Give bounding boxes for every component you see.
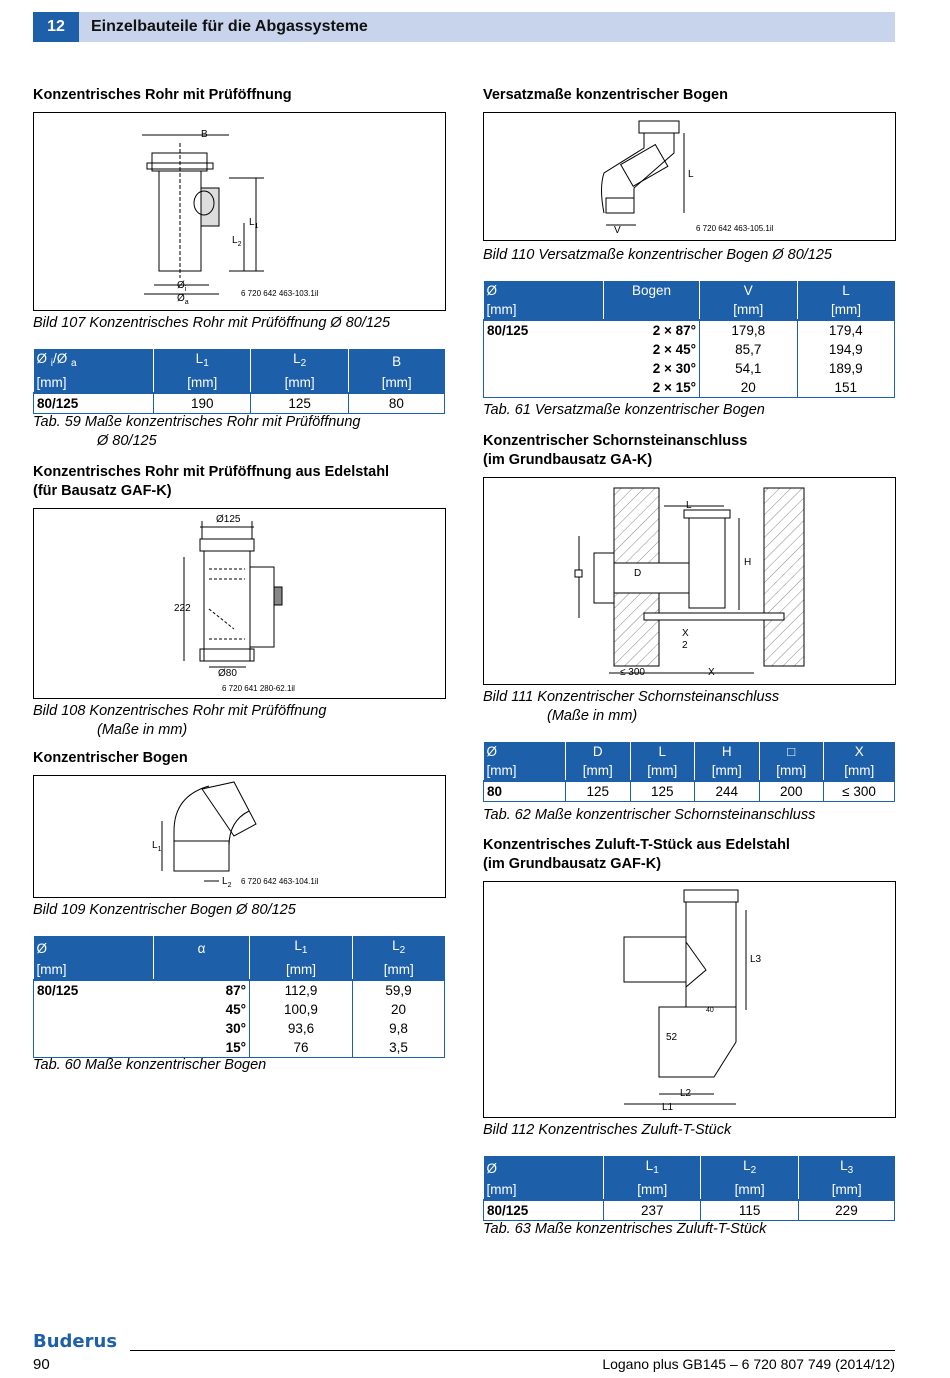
th-unit: [mm] — [154, 373, 251, 393]
label-oa: $Ø_a$ — [177, 293, 189, 306]
caption-111: Bild 111 Konzentrischer Schornsteinanschluss — [483, 689, 780, 705]
label-x2-den: 2 — [682, 640, 688, 651]
th-unit: [mm] — [566, 761, 631, 781]
heading-versatz: Versatzmaße konzentrischer Bogen — [483, 87, 728, 103]
th-unit: [mm] — [251, 373, 348, 393]
drawing-pipe-test-opening — [34, 113, 445, 310]
caption-107: Bild 107 Konzentrisches Rohr mit Prüföffnung Ø 80/125 — [33, 315, 391, 331]
cell: 2 × 15° — [604, 378, 700, 398]
cell: 20 — [352, 1000, 444, 1019]
figure-code: 6 720 642 463-104.1il — [241, 877, 319, 886]
table-row — [34, 393, 445, 414]
figure-111 — [483, 477, 896, 685]
tabcap-60: Tab. 60 Maße konzentrischer Bogen — [33, 1057, 267, 1073]
cell: 125 — [251, 393, 348, 414]
label-l2: $L_2$ — [232, 235, 242, 248]
label-h: H — [744, 557, 752, 568]
heading-pruefoeffnung: Konzentrisches Rohr mit Prüföffnung — [33, 87, 292, 103]
th-unit: [mm] — [484, 300, 604, 320]
table-row — [34, 1038, 445, 1058]
cell: 2 × 45° — [652, 342, 696, 357]
label-v: V — [614, 225, 621, 236]
drawing-air-tee — [484, 882, 895, 1117]
caption-109: Bild 109 Konzentrischer Bogen Ø 80/125 — [33, 902, 296, 918]
cell: 80/125 — [484, 320, 604, 340]
th-diameter: Ø $_i$/Ø $_a$ — [34, 349, 154, 373]
cell: 2 × 87° — [604, 320, 700, 340]
cell: 80 — [348, 393, 444, 414]
th-unit: [mm] — [824, 761, 895, 781]
cell — [484, 359, 604, 378]
th-b: B — [348, 349, 444, 373]
cell: 151 — [797, 378, 895, 398]
cell: 87° — [154, 980, 250, 1000]
th-x: X — [824, 742, 895, 761]
footer-divider — [130, 1350, 895, 1351]
label-d: D — [634, 568, 642, 579]
brand-logo: Buderus — [33, 1331, 118, 1352]
figure-108 — [33, 508, 446, 699]
heading-zuluft-2: (im Grundbausatz GAF-K) — [483, 856, 662, 872]
cell: 2 × 30° — [652, 361, 696, 376]
th-unit: [mm] — [604, 1180, 701, 1200]
label-l2: $L_2$ — [222, 876, 232, 889]
th-unit: [mm] — [34, 960, 154, 980]
heading-edelstahl-2: (für Bausatz GAF-K) — [33, 483, 172, 499]
label-l: L — [686, 500, 692, 511]
caption-108-line2: (Maße in mm) — [97, 722, 188, 738]
cell: 244 — [695, 781, 760, 802]
figure-code: 6 720 642 463-105.1il — [696, 224, 774, 233]
figure-107 — [33, 112, 446, 311]
cell: 20 — [700, 378, 798, 398]
label-x: X — [708, 667, 715, 678]
label-b: B — [201, 129, 208, 140]
cell: 80/125 — [484, 1200, 604, 1221]
cell: 54,1 — [700, 359, 798, 378]
th-unit — [154, 960, 250, 980]
table-row — [484, 781, 895, 802]
label-x2-num: X — [682, 628, 689, 639]
document-reference: Logano plus GB145 – 6 720 807 749 (2014/12) — [602, 1356, 895, 1372]
figure-112 — [483, 881, 896, 1118]
th-alpha: α — [154, 936, 250, 960]
th-diameter: Ø — [484, 281, 604, 300]
th-l2: $L_2$ — [352, 936, 444, 960]
drawing-stainless-pipe — [34, 509, 445, 698]
tabcap-59-line2: Ø 80/125 — [97, 433, 157, 449]
label-l1: $L_1$ — [152, 840, 162, 853]
table-row — [484, 1200, 895, 1221]
square-icon — [575, 570, 582, 577]
label-40: 40 — [706, 1007, 714, 1014]
th-unit: [mm] — [695, 761, 760, 781]
table-62 — [483, 742, 895, 802]
chapter-title: Einzelbauteile für die Abgassysteme — [91, 18, 368, 35]
label-l: L — [688, 169, 694, 180]
chapter-number: 12 — [33, 12, 79, 42]
cell: 179,8 — [700, 320, 798, 340]
drawing-offset-elbow — [484, 113, 895, 240]
caption-111-line2: (Maße in mm) — [547, 708, 638, 724]
label-222: 222 — [174, 603, 191, 614]
cell — [484, 378, 604, 398]
cell: 200 — [759, 781, 824, 802]
th-unit: [mm] — [797, 300, 895, 320]
cell: 125 — [566, 781, 631, 802]
heading-schornstein: Konzentrischer Schornsteinanschluss — [483, 433, 748, 449]
cell: 80/125 — [34, 393, 154, 414]
cell: 93,6 — [250, 1019, 353, 1038]
label-l1: $L_1$ — [249, 217, 259, 230]
cell: 45° — [225, 1002, 246, 1017]
th-unit: [mm] — [348, 373, 444, 393]
th-l1: $L_1$ — [250, 936, 353, 960]
heading-bogen: Konzentrischer Bogen — [33, 750, 188, 766]
cell: 179,4 — [797, 320, 895, 340]
cell — [34, 1019, 154, 1038]
cell: 85,7 — [700, 340, 798, 359]
cell: 76 — [250, 1038, 353, 1058]
figure-109 — [33, 775, 446, 898]
th-unit: [mm] — [700, 300, 798, 320]
figure-code: 6 720 642 463-103.1il — [241, 289, 319, 298]
th-unit: [mm] — [798, 1180, 894, 1200]
th-v: V — [700, 281, 798, 300]
cell: 3,5 — [352, 1038, 444, 1058]
th-unit — [604, 300, 700, 320]
th-l: L — [630, 742, 695, 761]
cell: 190 — [154, 393, 251, 414]
th-unit: [mm] — [250, 960, 353, 980]
th-d: D — [566, 742, 631, 761]
label-l3: L3 — [750, 954, 762, 965]
th-unit: [mm] — [630, 761, 695, 781]
th-unit: [mm] — [484, 1180, 604, 1200]
table-60 — [33, 936, 445, 1058]
label-d80: Ø80 — [218, 668, 237, 679]
th-diameter: Ø — [34, 936, 154, 960]
th-l2: $L_2$ — [701, 1156, 798, 1180]
th-l3: $L_3$ — [798, 1156, 894, 1180]
cell: ≤ 300 — [824, 781, 895, 802]
table-row — [484, 320, 895, 340]
cell — [34, 1038, 154, 1058]
th-unit: [mm] — [701, 1180, 798, 1200]
label-52: 52 — [666, 1032, 678, 1043]
tabcap-62: Tab. 62 Maße konzentrischer Schornsteinanschluss — [483, 807, 816, 823]
th-unit: [mm] — [34, 373, 154, 393]
cell: 30° — [225, 1021, 246, 1036]
cell: 9,8 — [352, 1019, 444, 1038]
cell: 194,9 — [797, 340, 895, 359]
caption-110: Bild 110 Versatzmaße konzentrischer Bogen Ø 80/125 — [483, 247, 832, 263]
cell — [484, 340, 604, 359]
th-unit: [mm] — [352, 960, 444, 980]
cell — [34, 1000, 154, 1019]
table-row — [484, 378, 895, 398]
label-d125: Ø125 — [216, 514, 241, 525]
th-l1: $L_1$ — [604, 1156, 701, 1180]
cell: 112,9 — [250, 980, 353, 1000]
cell: 115 — [701, 1200, 798, 1221]
th-l1: $L_1$ — [154, 349, 251, 373]
page-number: 90 — [33, 1356, 50, 1373]
table-row — [484, 340, 895, 359]
heading-edelstahl: Konzentrisches Rohr mit Prüföffnung aus Edelstahl — [33, 464, 390, 480]
th-unit: [mm] — [759, 761, 824, 781]
cell: 189,9 — [797, 359, 895, 378]
tabcap-61: Tab. 61 Versatzmaße konzentrischer Bogen — [483, 402, 765, 418]
cell: 237 — [604, 1200, 701, 1221]
cell: 100,9 — [250, 1000, 353, 1019]
table-61 — [483, 281, 895, 398]
table-row — [484, 359, 895, 378]
label-le300: ≤ 300 — [620, 667, 645, 678]
label-l1: L1 — [662, 1102, 674, 1113]
cell: 80/125 — [34, 980, 154, 1000]
cell: 15° — [154, 1038, 250, 1058]
th-unit: [mm] — [484, 761, 566, 781]
cell: 80 — [484, 781, 566, 802]
table-59 — [33, 349, 445, 414]
table-row — [34, 1019, 445, 1038]
cell: 229 — [798, 1200, 894, 1221]
cell: 59,9 — [352, 980, 444, 1000]
th-bogen: Bogen — [604, 281, 700, 300]
tabcap-63: Tab. 63 Maße konzentrisches Zuluft-T-Stück — [483, 1221, 767, 1237]
th-square: □ — [759, 742, 824, 761]
th-l: L — [797, 281, 895, 300]
table-row — [34, 980, 445, 1000]
th-l2: $L_2$ — [251, 349, 348, 373]
caption-108: Bild 108 Konzentrisches Rohr mit Prüföffnung — [33, 703, 327, 719]
table-63 — [483, 1156, 895, 1221]
heading-schornstein-2: (im Grundbausatz GA-K) — [483, 452, 653, 468]
drawing-chimney-connection — [484, 478, 895, 684]
chapter-header — [33, 12, 895, 42]
tabcap-59: Tab. 59 Maße konzentrisches Rohr mit Prüföffnung — [33, 414, 361, 430]
table-row — [34, 1000, 445, 1019]
figure-code: 6 720 641 280-62.1il — [222, 684, 295, 693]
th-h: H — [695, 742, 760, 761]
heading-zuluft: Konzentrisches Zuluft-T-Stück aus Edelstahl — [483, 837, 790, 853]
th-diameter: Ø — [484, 742, 566, 761]
caption-112: Bild 112 Konzentrisches Zuluft-T-Stück — [483, 1122, 732, 1138]
drawing-elbow — [34, 776, 445, 897]
label-oi: $Ø_i$ — [177, 280, 187, 293]
cell: 125 — [630, 781, 695, 802]
figure-110 — [483, 112, 896, 241]
label-l2: L2 — [680, 1088, 692, 1099]
th-diameter: Ø — [484, 1156, 604, 1180]
